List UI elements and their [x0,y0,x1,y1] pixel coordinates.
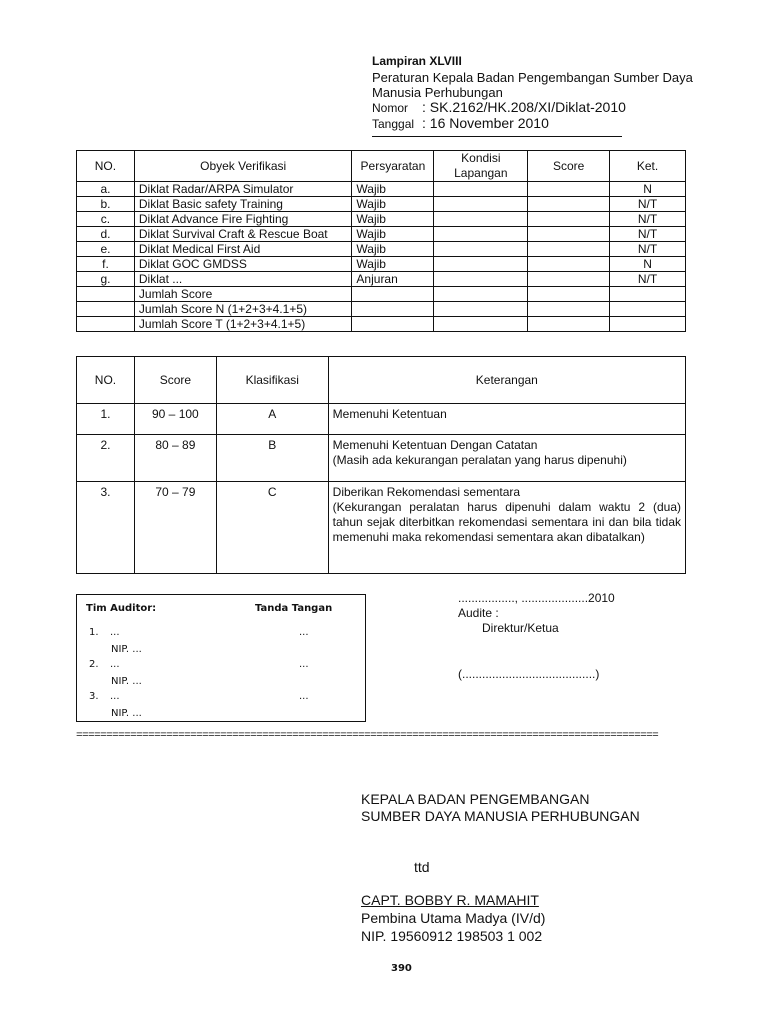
tanggal-label: Tanggal [372,117,415,131]
row-no: 3. [77,482,135,574]
member-name: ... [110,627,120,638]
header-score: Score [528,151,610,182]
separator-line: ================================================================================================= [76,730,659,742]
audite-signature [458,591,615,682]
nomor-row [372,100,702,116]
regulation-title: Peraturan Kepala Badan Pengembangan Sumber Daya Manusia Perhubungan [372,70,693,100]
member-name: ... [110,691,120,702]
row-obyek: Diklat GOC GMDSS [134,257,352,272]
row-no: c. [77,212,135,227]
audite-blank: (........................................) [458,667,600,681]
member-number: 2. [89,659,99,670]
auditor-title: Tim Auditor: [86,603,157,614]
document-header [372,54,702,137]
header-ket: Ket. [610,151,686,182]
row-kondisi [434,212,528,227]
header-no: NO. [77,357,135,404]
row-score [528,257,610,272]
row-no: 2. [77,435,135,482]
row-score [528,212,610,227]
row-syarat: Wajib [352,212,434,227]
auditor-member [89,627,359,638]
summary-row [77,317,686,332]
row-kondisi [434,227,528,242]
row-syarat: Wajib [352,227,434,242]
lampiran-title: Lampiran XLVIII [372,54,462,68]
member-signature: ... [299,659,309,670]
header-score: Score [134,357,216,404]
row-score [528,197,610,212]
keterangan-note: (Kekurangan peralatan harus dipenuhi dalam waktu 2 (dua) tahun sejak diterbitkan rekomendasi sementara ini dan bila tidak memenuhi maka rekomendasi sementara akan dibatalkan) [332,500,681,544]
row-ket: N/T [610,197,686,212]
row-score [528,182,610,197]
table-row [77,257,686,272]
row-keterangan [328,435,685,482]
row-no: 1. [77,404,135,435]
row-score [528,242,610,257]
official-name: CAPT. BOBBY R. MAMAHIT [361,892,539,908]
row-ket: N/T [610,212,686,227]
row-kondisi [434,182,528,197]
table-row [77,435,686,482]
table-row [77,242,686,257]
nomor-value: : SK.2162/HK.208/XI/Diklat-2010 [422,99,626,115]
row-ket: N/T [610,227,686,242]
member-nip: NIP. ... [111,708,142,719]
nomor-label: Nomor [372,101,409,115]
row-ket: N/T [610,272,686,287]
table-row [77,482,686,574]
audite-role: Direktur/Ketua [482,621,559,635]
row-kondisi [434,272,528,287]
member-nip: NIP. ... [111,676,142,687]
official-rank: Pembina Utama Madya (IV/d) [361,910,546,926]
header-underline [372,132,622,137]
header-persyaratan: Persyaratan [352,151,434,182]
header-kondisi: Kondisi Lapangan [434,151,528,182]
row-klasifikasi: C [216,482,328,574]
keterangan-main: Memenuhi Ketentuan [332,407,447,421]
official-title [361,791,640,825]
header-obyek: Obyek Verifikasi [134,151,352,182]
table-row [77,404,686,435]
official-identity [361,891,545,945]
row-no: d. [77,227,135,242]
tanggal-row [372,116,702,132]
audite-label: Audite : [458,606,499,620]
table-row [77,272,686,287]
tanggal-value: : 16 November 2010 [422,115,549,131]
row-obyek: Diklat Radar/ARPA Simulator [134,182,352,197]
header-klasifikasi: Klasifikasi [216,357,328,404]
member-number: 3. [89,691,99,702]
row-syarat: Wajib [352,242,434,257]
header-no: NO. [77,151,135,182]
row-syarat: Wajib [352,257,434,272]
row-no: g. [77,272,135,287]
row-score [528,227,610,242]
auditor-member [89,691,359,702]
ttd-mark: ttd [414,859,430,875]
table-row [77,182,686,197]
row-obyek: Diklat Advance Fire Fighting [134,212,352,227]
keterangan-note: (Masih ada kekurangan peralatan yang harus dipenuhi) [332,453,627,467]
verification-table [76,150,686,332]
row-obyek: Diklat ... [134,272,352,287]
row-obyek: Diklat Medical First Aid [134,242,352,257]
member-signature: ... [299,691,309,702]
table-row [77,227,686,242]
row-score: 70 – 79 [134,482,216,574]
classification-table [76,356,686,574]
summary-label: Jumlah Score [134,287,352,302]
row-ket: N/T [610,242,686,257]
official-title-line1: KEPALA BADAN PENGEMBANGAN [361,791,590,807]
official-nip: NIP. 19560912 198503 1 002 [361,928,543,944]
row-kondisi [434,257,528,272]
summary-label: Jumlah Score T (1+2+3+4.1+5) [134,317,352,332]
row-obyek: Diklat Basic safety Training [134,197,352,212]
row-keterangan [328,404,685,435]
member-nip: NIP. ... [111,644,142,655]
row-kondisi [434,242,528,257]
row-syarat: Anjuran [352,272,434,287]
row-no: a. [77,182,135,197]
row-syarat: Wajib [352,182,434,197]
row-syarat: Wajib [352,197,434,212]
row-kondisi [434,197,528,212]
summary-row [77,287,686,302]
row-ket: N [610,182,686,197]
row-no: f. [77,257,135,272]
keterangan-main: Diberikan Rekomendasi sementara [332,485,521,499]
auditor-box [76,594,366,722]
keterangan-main: Memenuhi Ketentuan Dengan Catatan [332,438,538,452]
member-name: ... [110,659,120,670]
signature-title: Tanda Tangan [255,603,333,614]
row-no: e. [77,242,135,257]
table-row [77,197,686,212]
row-klasifikasi: B [216,435,328,482]
summary-row [77,302,686,317]
member-signature: ... [299,627,309,638]
row-score [528,272,610,287]
page-number: 390 [391,963,412,974]
row-klasifikasi: A [216,404,328,435]
place-date: ................., ....................2010 [458,591,615,605]
official-title-line2: SUMBER DAYA MANUSIA PERHUBUNGAN [361,808,640,824]
row-no: b. [77,197,135,212]
classification-header-row [77,357,686,404]
row-ket: N [610,257,686,272]
row-obyek: Diklat Survival Craft & Rescue Boat [134,227,352,242]
auditor-member [89,659,359,670]
row-score: 90 – 100 [134,404,216,435]
row-keterangan [328,482,685,574]
verification-header-row [77,151,686,182]
member-number: 1. [89,627,99,638]
row-score: 80 – 89 [134,435,216,482]
summary-label: Jumlah Score N (1+2+3+4.1+5) [134,302,352,317]
header-keterangan: Keterangan [328,357,685,404]
table-row [77,212,686,227]
